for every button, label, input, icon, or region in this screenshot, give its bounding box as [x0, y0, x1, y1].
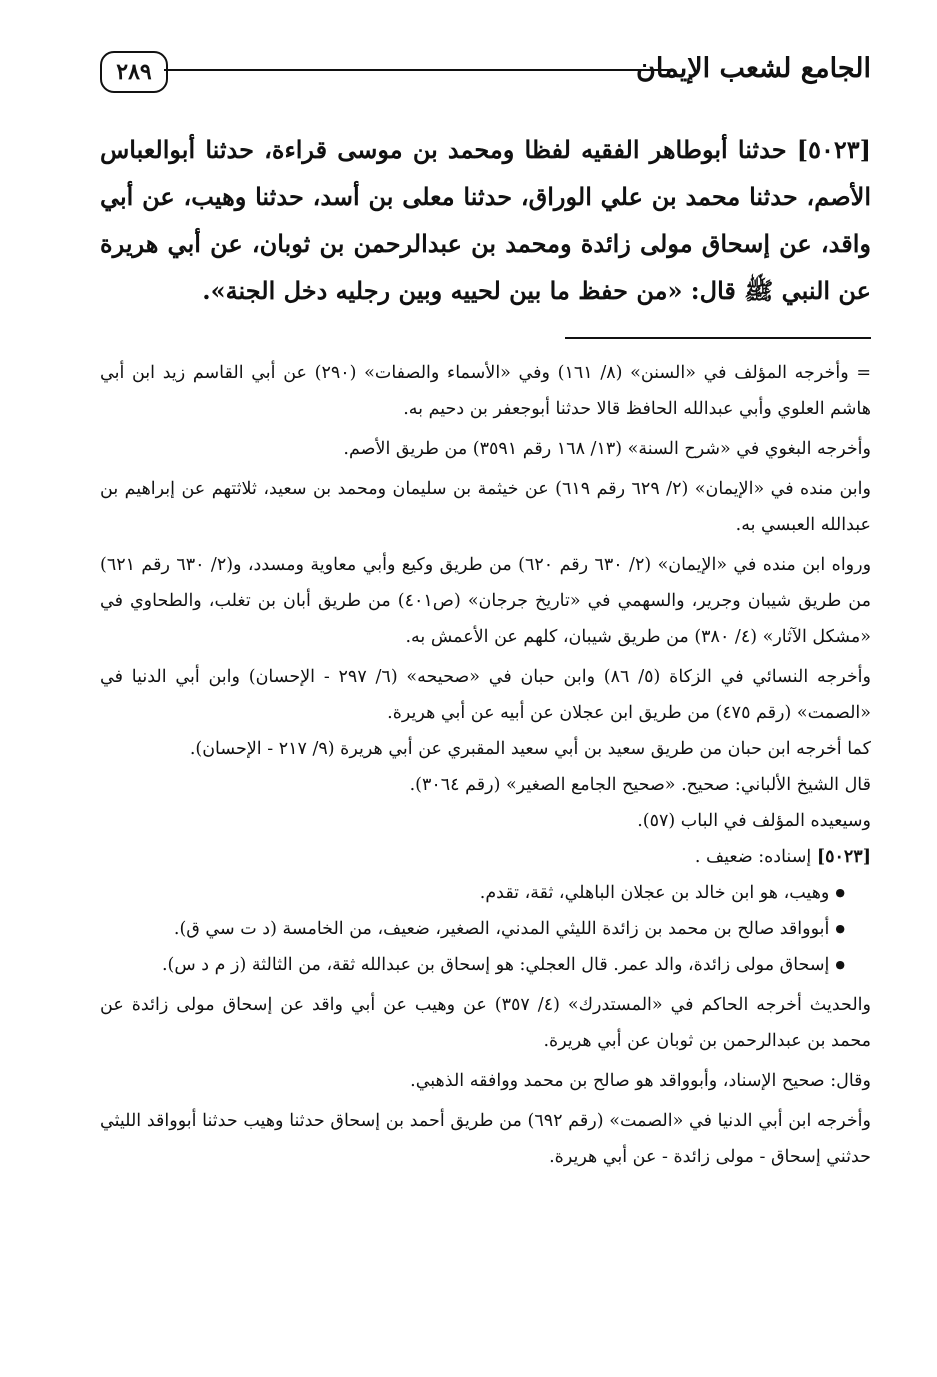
- hadith-text: [100, 126, 871, 314]
- footnote-line: وأخرجه البغوي في «شرح السنة» (١٣/ ١٦٨ رقم ٣٥٩١) من طريق الأصم.: [343, 439, 871, 459]
- grading-text: إسناده: ضعيف .: [694, 847, 812, 867]
- book-title: الجامع لشعب الإيمان: [636, 53, 871, 84]
- footnote-line: وسيعيده المؤلف في الباب (٥٧).: [637, 811, 871, 831]
- footnote-line: ورواه ابن منده في «الإيمان» (٢/ ٦٣٠ رقم ٦٢٠) من طريق وكيع وأبي معاوية ومسدد، و(٢/ ٦٣٠ رقم ٦٢١) من طريق شيبان وجرير، والسهمي في «تاريخ جرجان» (ص٤٠١) من طريق أبان بن تغلب، والطحاوي في «مشكل الآثار» (٤/ ٣٨٠) من طريق شيبان، كلهم عن الأعمش به.: [100, 555, 872, 647]
- footnote-line: وابن منده في «الإيمان» (٢/ ٦٢٩ رقم ٦١٩) عن خيثمة بن سليمان ومحمد بن سعيد، ثلاثتهم عن إبراهيم بن عبدالله العبسي به.: [100, 479, 871, 535]
- footnote-line: كما أخرجه ابن حبان من طريق سعيد بن أبي سعيد المقبري عن أبي هريرة (٩/ ٢١٧ - الإحسان).: [189, 739, 871, 759]
- page-header: [100, 45, 871, 97]
- footnote-line: قال الشيخ الألباني: صحيح. «صحيح الجامع الصغير» (رقم ٣٠٦٤).: [409, 775, 871, 795]
- closing-line: والحديث أخرجه الحاكم في «المستدرك» (٤/ ٣٥٧) عن وهيب عن أبي واقد عن إسحاق مولى زائدة عن محمد بن عبدالرحمن بن ثوبان عن أبي هريرة.: [100, 995, 871, 1051]
- hadith-quote: «من حفظ ما بين لحييه وبين رجليه دخل الجنة».: [202, 276, 683, 305]
- footnotes: [100, 355, 871, 1175]
- hadith-number: [٥٠٢٣]: [796, 135, 871, 164]
- narrator-item: ● إسحاق مولى زائدة، والد عمر. قال العجلي: هو إسحاق بن عبدالله ثقة، من الثالثة (ز م د س).: [100, 947, 871, 983]
- footnote-line: = وأخرجه المؤلف في «السنن» (٨/ ١٦١) وفي «الأسماء والصفات» (٢٩٠) عن أبي القاسم زيد ابن أبي هاشم العلوي وأبي عبدالله الحافظ قالا حدثنا أبوجعفر بن دحيم به.: [100, 363, 871, 419]
- page-number: ٢٨٩: [100, 51, 168, 93]
- grading-line: [100, 839, 871, 875]
- grading-id: [٥٠٢٣]: [816, 847, 871, 867]
- closing-line: وأخرجه ابن أبي الدنيا في «الصمت» (رقم ٦٩٢) من طريق أحمد بن إسحاق حدثنا وهيب حدثنا أبوواقد الليثي حدثني إسحاق - مولى زائدة - عن أبي هريرة.: [100, 1111, 871, 1167]
- hadith-chain: حدثنا أبوطاهر الفقيه لفظا ومحمد بن موسى قراءة، حدثنا أبوالعباس الأصم، حدثنا محمد بن علي الوراق، حدثنا معلى بن أسد، حدثنا وهيب، عن أبي واقد، عن إسحاق مولى زائدة ومحمد بن عبدالرحمن بن ثوبان، عن أبي هريرة عن النبي ﷺ قال:: [100, 135, 871, 305]
- footnote-separator: [565, 337, 871, 339]
- narrator-item: ● أبوواقد صالح بن محمد بن زائدة الليثي المدني، الصغير، ضعيف، من الخامسة (د ت سي ق).: [100, 911, 871, 947]
- header-rule: [164, 69, 671, 71]
- footnote-line: وأخرجه النسائي في الزكاة (٥/ ٨٦) وابن حبان في «صحيحه» (٦/ ٢٩٧ - الإحسان) وابن أبي الدنيا في «الصمت» (رقم ٤٧٥) من طريق ابن عجلان عن أبيه عن أبي هريرة.: [100, 667, 871, 723]
- closing-line: وقال: صحيح الإسناد، وأبوواقد هو صالح بن محمد ووافقه الذهبي.: [410, 1071, 871, 1091]
- narrator-item: ● وهيب، هو ابن خالد بن عجلان الباهلي، ثقة، تقدم.: [100, 875, 871, 911]
